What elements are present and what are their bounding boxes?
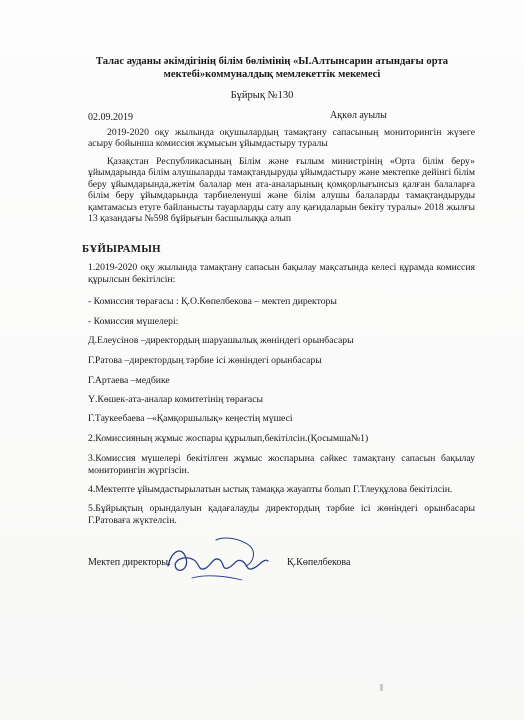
signature-title: Мектеп директоры: [88,557,171,568]
order-item: 1.2019-2020 оқу жылында тамақтану сапасын бақылау мақсатында келесі құрамда комиссия құрылсын бекітілсін: [88,262,475,285]
order-number: Бұйрық №130 [230,90,294,101]
order-item: 2.Комиссияның жұмыс жоспары құрылып,бекітілсін.(Қосымша№1) [88,433,369,444]
order-preamble: Қазақстан Республикасының Білім және ғылым министрінің «Орта білім беру» ұйымдарында білім алушыларды тамақтандыруды ұйымдастыру және мектепке дейінгі білім беру ұйымдарында,жетім балалар мен ата-аналарының қомқорлығынсыз қалған балаларға білім беру ұйымдарында тәрбиеленуші және білім алушы балаларды тамақтандыруды қамтамасыз етуге байланысты тауарларды сату алу қағидаларын бекіту туралы» 2018 жылғы 13 қазандағы №598 бұйрығын басшылыққа алып [88,156,475,225]
handwritten-signature [162,528,272,584]
order-item: - Комиссия төрағасы : Қ.О.Көпелбекова – мектеп директоры [88,296,337,307]
order-subject: 2019-2020 оқу жылында оқушылардың тамақтану сапасының мониторингін жүзеге асыру бойынша комиссия жұмысын ұйымдастыру туралы [88,127,475,150]
order-item: Г.Ратова –директордың тәрбие ісі жөніндегі орынбасары [88,355,322,366]
order-item: Г.Таукеебаева –«Қамқоршылық» кеңестің мүшесі [88,413,293,424]
order-item: - Комиссия мүшелері: [88,316,179,327]
signatory-name: Қ.Көпелбекова [287,557,351,568]
order-item: 3.Комиссия мүшелері бекітілген жұмыс жоспарына сәйкес тамақтану сапасын бақылау мониторингін жүргізсін. [88,453,475,476]
order-item: Д.Елеусінов –директордың шаруашылық жөніндегі орынбасары [88,335,354,346]
order-heading: БҰЙЫРАМЫН [82,243,161,255]
order-item: Г.Артаева –медбике [88,375,170,386]
order-item: 4.Мектепте ұйымдастырылатын ыстық тамаққа жауапты болып Г.Тлеуқұлова бекітілсін. [88,484,453,495]
scan-mark [380,684,383,691]
order-place: Ақкөл ауылы [330,110,387,121]
order-item: 5.Бұйрықтың орындалуын қадағалауды директордың тәрбие ісі жөніндегі орынбасары Г.Ратоваға жүктелсін. [88,503,475,526]
order-item: Ү.Көшек-ата-аналар комитетінің төрағасы [88,394,264,405]
document-header: Талас ауданы әкімдігінің білім бөлімінің «Ы.Алтынсарин атындағы орта мектебі»коммуналдық мемлекеттік мекемесі [95,56,449,80]
order-date: 02.09.2019 [88,112,133,123]
